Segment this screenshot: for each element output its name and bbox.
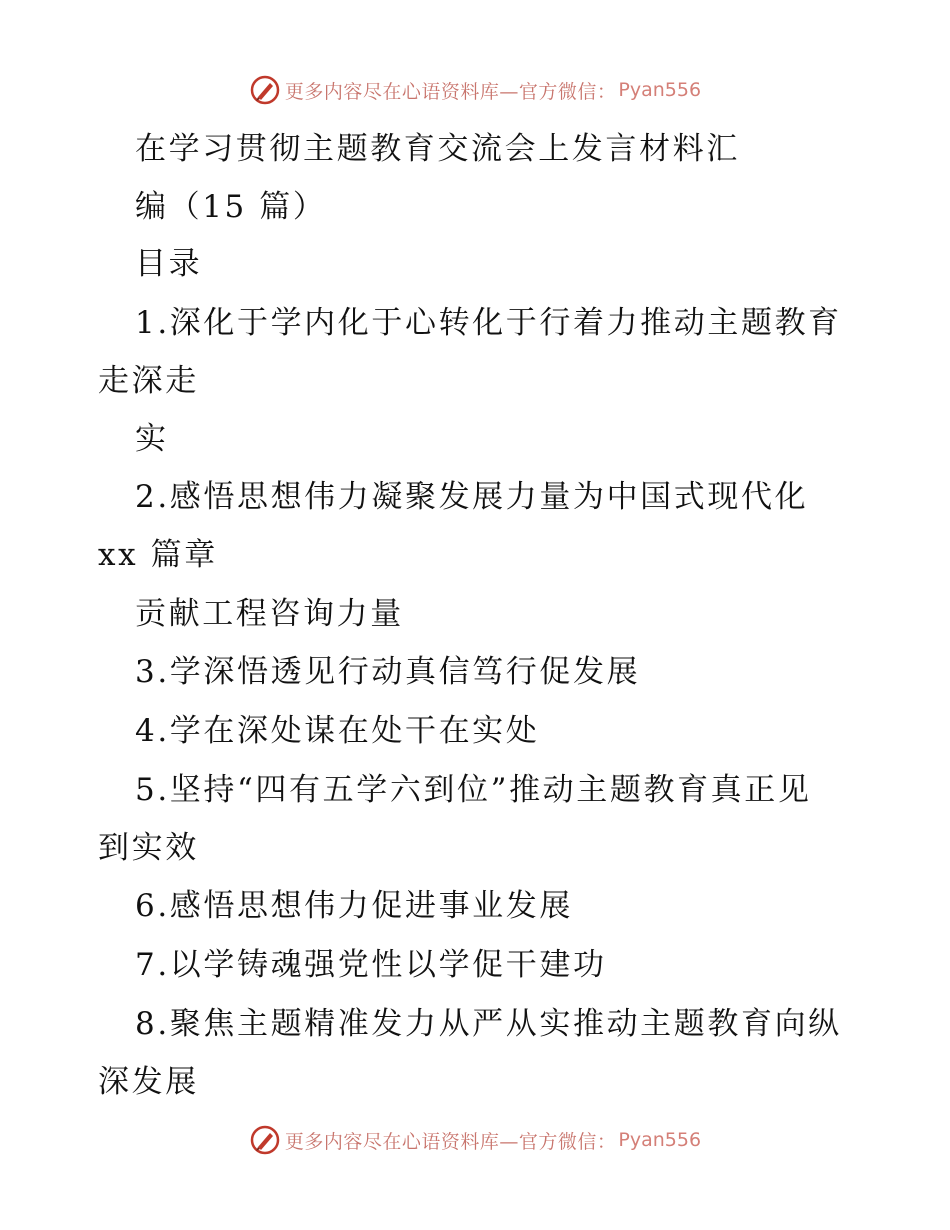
toc-item-1: 1.深化于学内化于心转化于行着力推动主题教育: [135, 305, 842, 341]
toc-heading: 目录: [135, 246, 203, 282]
pen-logo-icon: [249, 74, 281, 106]
toc-item-6: 6.感悟思想伟力促进事业发展: [135, 888, 573, 924]
watermark-text: 更多内容尽在心语资料库—官方微信：: [284, 80, 617, 103]
header-watermark: [0, 70, 950, 110]
watermark-wechat-id: Pyan556: [618, 1129, 702, 1151]
toc-item-3: 3.学深悟透见行动真信笃行促发展: [135, 654, 641, 690]
toc-item-4: 4.学在深处谋在处干在实处: [135, 713, 540, 749]
document-title-line-2: 编（15 篇）: [135, 189, 327, 225]
toc-item-2-cont-2: 贡献工程咨询力量: [135, 596, 404, 632]
toc-item-8: 8.聚焦主题精准发力从严从实推动主题教育向纵: [135, 1006, 842, 1042]
toc-item-7: 7.以学铸魂强党性以学促干建功: [135, 947, 607, 983]
toc-item-5: 5.坚持“四有五学六到位”推动主题教育真正见: [135, 772, 812, 808]
toc-item-5-cont: 到实效: [98, 830, 199, 866]
toc-item-2: 2.感悟思想伟力凝聚发展力量为中国式现代化: [135, 479, 809, 515]
document-title-line-1: 在学习贯彻主题教育交流会上发言材料汇: [135, 131, 740, 167]
pen-logo-icon: [249, 1124, 281, 1156]
toc-item-2-cont: xx 篇章: [98, 537, 218, 573]
watermark-text: 更多内容尽在心语资料库—官方微信：: [284, 1130, 617, 1153]
toc-item-1-cont-2: 实: [135, 421, 169, 457]
toc-item-1-cont: 走深走: [98, 363, 199, 399]
toc-item-8-cont: 深发展: [98, 1064, 199, 1100]
watermark-wechat-id: Pyan556: [618, 79, 702, 101]
footer-watermark: [0, 1120, 950, 1160]
